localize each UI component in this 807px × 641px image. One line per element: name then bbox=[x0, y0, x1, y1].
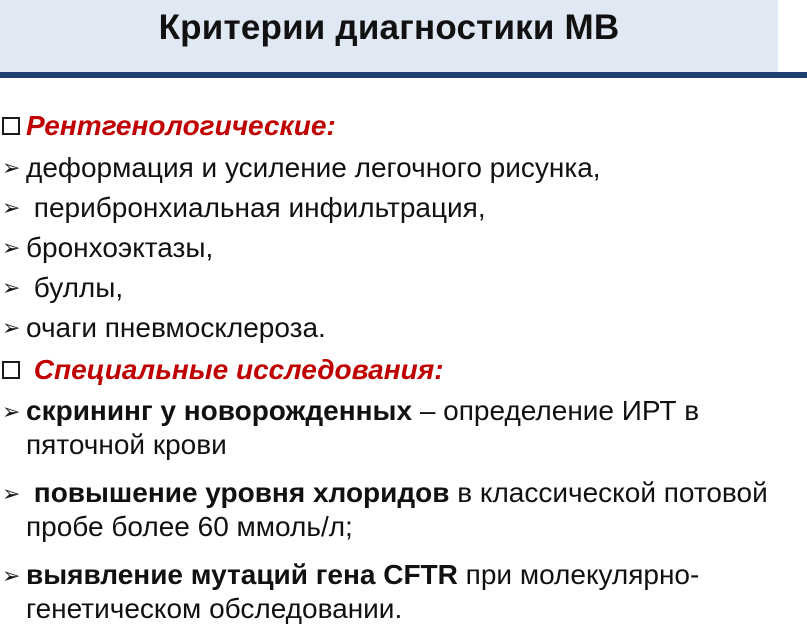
section-special-header bbox=[0, 348, 807, 392]
arrow-bullet-icon: ➢ bbox=[2, 399, 21, 424]
list-item-text: буллы, bbox=[26, 272, 124, 303]
title-banner bbox=[0, 0, 778, 72]
page-title: Критерии диагностики МВ bbox=[158, 8, 620, 47]
list-item bbox=[0, 474, 807, 544]
criteria-list bbox=[0, 104, 807, 638]
list-item bbox=[0, 392, 807, 462]
list-item-text bbox=[26, 474, 807, 544]
section-xray-label: Рентгенологические: bbox=[26, 110, 336, 141]
list-item bbox=[0, 228, 807, 268]
checkbox-icon bbox=[2, 117, 20, 135]
list-item-text bbox=[26, 392, 807, 462]
arrow-bullet-icon: ➢ bbox=[2, 275, 21, 300]
section-special-label: Специальные исследования: bbox=[26, 354, 444, 385]
list-item-text: бронхоэктазы, bbox=[26, 232, 214, 263]
list-item bbox=[0, 188, 807, 228]
arrow-bullet-icon: ➢ bbox=[2, 235, 21, 260]
checkbox-icon bbox=[2, 361, 20, 379]
list-item-text: перибронхиальная инфильтрация, bbox=[26, 192, 486, 223]
arrow-bullet-icon: ➢ bbox=[2, 195, 21, 220]
arrow-bullet-icon: ➢ bbox=[2, 315, 21, 340]
list-item bbox=[0, 556, 807, 626]
section-xray-header bbox=[0, 104, 807, 148]
arrow-bullet-icon: ➢ bbox=[2, 481, 21, 506]
arrow-bullet-icon: ➢ bbox=[2, 155, 21, 180]
list-item-rest: в классической потовой пробе более 60 ммоль/л; bbox=[26, 477, 768, 542]
list-item bbox=[0, 148, 807, 188]
list-item-rest: – определение ИРТ в пяточной крови bbox=[26, 395, 700, 460]
list-item-bold: выявление мутаций гена CFTR bbox=[26, 559, 458, 590]
list-item-text bbox=[26, 556, 807, 626]
arrow-bullet-icon: ➢ bbox=[2, 563, 21, 588]
title-divider bbox=[0, 72, 807, 78]
list-item bbox=[0, 268, 807, 308]
list-item-bold: повышение уровня хлоридов bbox=[26, 477, 450, 508]
list-item-text: деформация и усиление легочного рисунка, bbox=[26, 152, 601, 183]
list-item-text: очаги пневмосклероза. bbox=[26, 312, 326, 343]
list-item-rest: при молекулярно-генетическом обследовании. bbox=[26, 559, 700, 624]
list-item bbox=[0, 308, 807, 348]
list-item-bold: скрининг у новорожденных bbox=[26, 395, 413, 426]
